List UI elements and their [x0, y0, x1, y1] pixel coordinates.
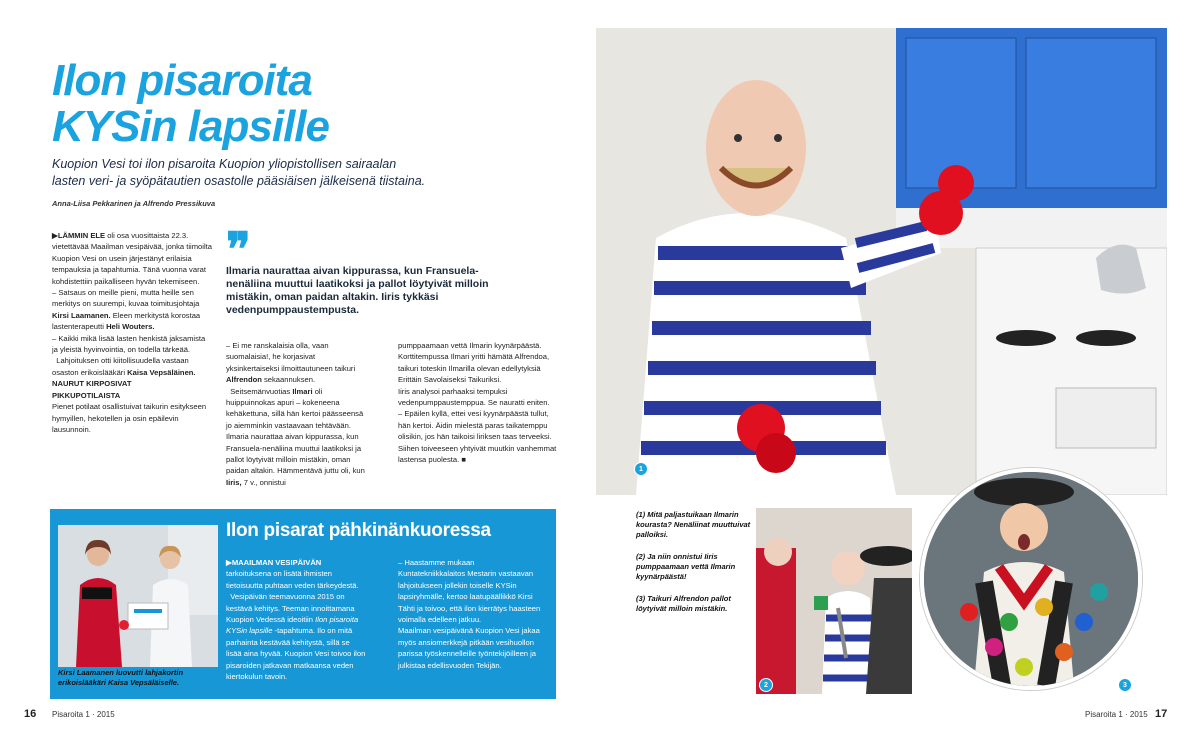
caption-3: (3) Taikuri Alfrendon pallot löytyivät milloin mistäkin.: [636, 594, 731, 613]
footer-magazine-left: Pisaroita 1 · 2015: [52, 710, 115, 719]
person-name: Alfrendon: [226, 375, 262, 385]
water-pump-photo-illustration: [756, 508, 912, 694]
paragraph: [52, 287, 212, 333]
photo-number-badge: 2: [759, 678, 773, 692]
paragraph: Iiris analysoi parhaaksi tempuksi vedenpumppaustemppua. Se nauratti eniten.: [398, 386, 550, 408]
headline-line-1: Ilon pisaroita: [52, 56, 312, 105]
main-photo-illustration: [596, 28, 1167, 495]
paragraph: [52, 230, 212, 287]
boxout-column-1: [226, 557, 366, 682]
boxout-title: Ilon pisarat pähkinänkuoressa: [226, 520, 491, 541]
caption-2: (2) Ja niin onnistui Iiris pumppaamaan vettä Ilmarin kyynärpäästä!: [636, 552, 736, 581]
text: oli osa vuosittaista 22.3. vietettävää Maailman vesipäivää, jonka tiimoilta Kuopion Vesi on usein järjestänyt erilaisia tempauksia ja tapahtumia. Tänä vuonna varat kohdistettiin paikalliseen hyvän tekemiseen.: [52, 231, 212, 286]
paragraph: pumppaamaan vettä Ilmarin kyynärpäästä.: [398, 341, 542, 350]
article-column-1: [52, 230, 212, 435]
photo-captions: [636, 510, 752, 626]
handover-photo: [58, 525, 218, 667]
paragraph: – Haastamme mukaan Kuntatekniikkalaitos Mestarin vastaavan lahjoitukseen jollekin toiselle KYSin lapsiryhmälle, kertoo laatupäällikkö Kirsi Tähti ja toivoo, että ilon kierrätys haasteen voimalla edelleen jatkuu.: [398, 558, 541, 625]
boxout-photo-caption: Kirsi Laamanen luovutti lahjakortin erikoislääkäri Kaisa Vepsäläiselle.: [58, 668, 184, 687]
paragraph: [226, 340, 366, 386]
magician-photo-illustration: [924, 472, 1138, 686]
text: sekaannuksen.: [261, 375, 316, 385]
subheading: [52, 378, 212, 401]
text: – Ei me ranskalaisia olla, vaan suomalaisia!, he korjasivat yksinkertaiseksi ilmoittautuneen taikuri: [226, 341, 356, 373]
paragraph: – Kaikki mikä lisää lasten henkistä jaksamista ja yleistä hyvinvointia, on todella tärkeää.: [52, 333, 206, 355]
text: – Satsaus on meille pieni, mutta heille sen merkitys on suurempi, kuvaa toimitusjohtaja: [52, 288, 200, 309]
subheading-line-2: PIKKUPOTILAISTA: [52, 390, 121, 400]
text: Vesipäivän teemavuonna 2015 on kestävä kehitys. Teeman innoittamana Kuopion Vedessä ideoitiin: [226, 592, 355, 625]
person-name: Kaisa Vepsäläinen.: [127, 367, 196, 377]
paragraph: – Epäilen kyllä, ettei vesi kyynärpäästä tullut, hän kertoi. Äidin mielestä paras taikatemppu olisikin, jos hän taikoisi liriksen taas terveeksi. Siihen toiveeseen yhtyivät muutkin vanhemmat lastensa puolesta. ■: [398, 409, 557, 465]
paragraph: Pienet potilaat osallistuivat taikurin esitykseen hymyillen, hekotellen ja osin epäilevin lausunnoin.: [52, 402, 207, 434]
handover-photo-illustration: [58, 525, 218, 667]
text: tarkoituksena on lisätä ihmisten tietoisuutta puhtaan veden tärkeydestä.: [226, 569, 359, 590]
main-photo: [596, 28, 1167, 495]
quote-mark-icon: ❞: [226, 222, 251, 276]
paragraph: [226, 591, 366, 682]
person-name: Kirsi Laamanen.: [52, 310, 111, 320]
water-pump-photo: [756, 508, 912, 694]
text: Eleen merkitystä korostaa lastenterapeutti: [52, 310, 201, 332]
lead-paragraph: Kuopion Vesi toi ilon pisaroita Kuopion yliopistollisen sairaalan lasten veri- ja syöpätautien osastolle pääsiäisen jälkeisenä tiistaina.: [52, 157, 426, 188]
photo-number-badge: 3: [1118, 678, 1132, 692]
photo-number-badge: 1: [634, 462, 648, 476]
event-name: Ilon pisaroita KYSin lapsille: [226, 615, 359, 636]
text: Seitsemänvuotias: [230, 386, 291, 396]
boxout-column-2: [398, 557, 543, 671]
run-in-lead: ▶LÄMMIN ELE: [52, 231, 106, 240]
text: Lahjoituksen otti kiitollisuudella vastaan osaston erikoislääkäri: [52, 356, 189, 377]
article-column-3: [398, 340, 558, 465]
caption-1: (1) Mitä paljastuikaan Ilmarin kourasta? Nenäliinat muuttuivat palloiksi.: [636, 510, 751, 539]
pull-quote: Ilmaria naurattaa aivan kippurassa, kun Fransuela-nenäliina muuttui laatikoksi ja pallot löytyivät milloin mistäkin, oman paidan altakin. Iiris tykkäsi vedenpumppaustempusta.: [226, 265, 489, 316]
text: 7 v., onnistui: [241, 477, 286, 487]
paragraph: Maailman vesipäivänä Kuopion Vesi jakaa myös ansiomerkkejä pitkään vesihuollon parissa työskennelleille työntekijöilleen ja julkistaa edellisvuoden Tekijän.: [398, 626, 540, 670]
page-number-right: 17: [1155, 708, 1168, 720]
paragraph: [226, 557, 366, 591]
text: oli huippuinnokas apuri – kokeneena kehäkettuna, sillä hän kertoi päässeensä jo aiemminkin vastaavaan tehtävään. Ilmaria naurattaa aivan kippurassa, kun Fransuela-nenäliina muuttui laatikoksi ja pallot löytyivät milloin mistäkin, oman paidan altakin. Hämmentävä juttu oli, kun: [226, 386, 365, 476]
person-name: Heli Wouters.: [106, 322, 155, 332]
headline: [52, 58, 572, 150]
article-column-2: [226, 340, 366, 488]
subheading-line-1: NAURUT KIRPOSIVAT: [52, 379, 132, 389]
paragraph: [226, 386, 366, 489]
person-name: Ilmari: [292, 386, 313, 396]
paragraph: [52, 355, 212, 378]
byline: Anna-Liisa Pekkarinen ja Alfrendo Pressikuva: [52, 199, 216, 208]
run-in-lead: ▶MAAILMAN VESIPÄIVÄN: [226, 558, 322, 567]
footer-magazine-right: Pisaroita 1 · 2015: [1085, 710, 1148, 719]
page-number-left: 16: [24, 708, 37, 720]
text: -tapahtuma. Ilo on mitä parhainta kestävää kehitystä, sillä se lisää aina hyvää. Kuopion Vesi toivoo ilon pisaroiden jatkavan matkaansa veden kiertokulun tavoin.: [226, 626, 366, 682]
magician-photo: [920, 468, 1142, 690]
person-name: Iiris,: [226, 477, 242, 487]
paragraph: Korttitempussa Ilmari yritti hämätä Alfrendoa, taikuri toteskin Ilmarilla olevan edellytyksiä Erittäin Savolaiseksi Taikuriksi.: [398, 352, 550, 385]
headline-line-2: KYSin lapsille: [52, 102, 329, 151]
